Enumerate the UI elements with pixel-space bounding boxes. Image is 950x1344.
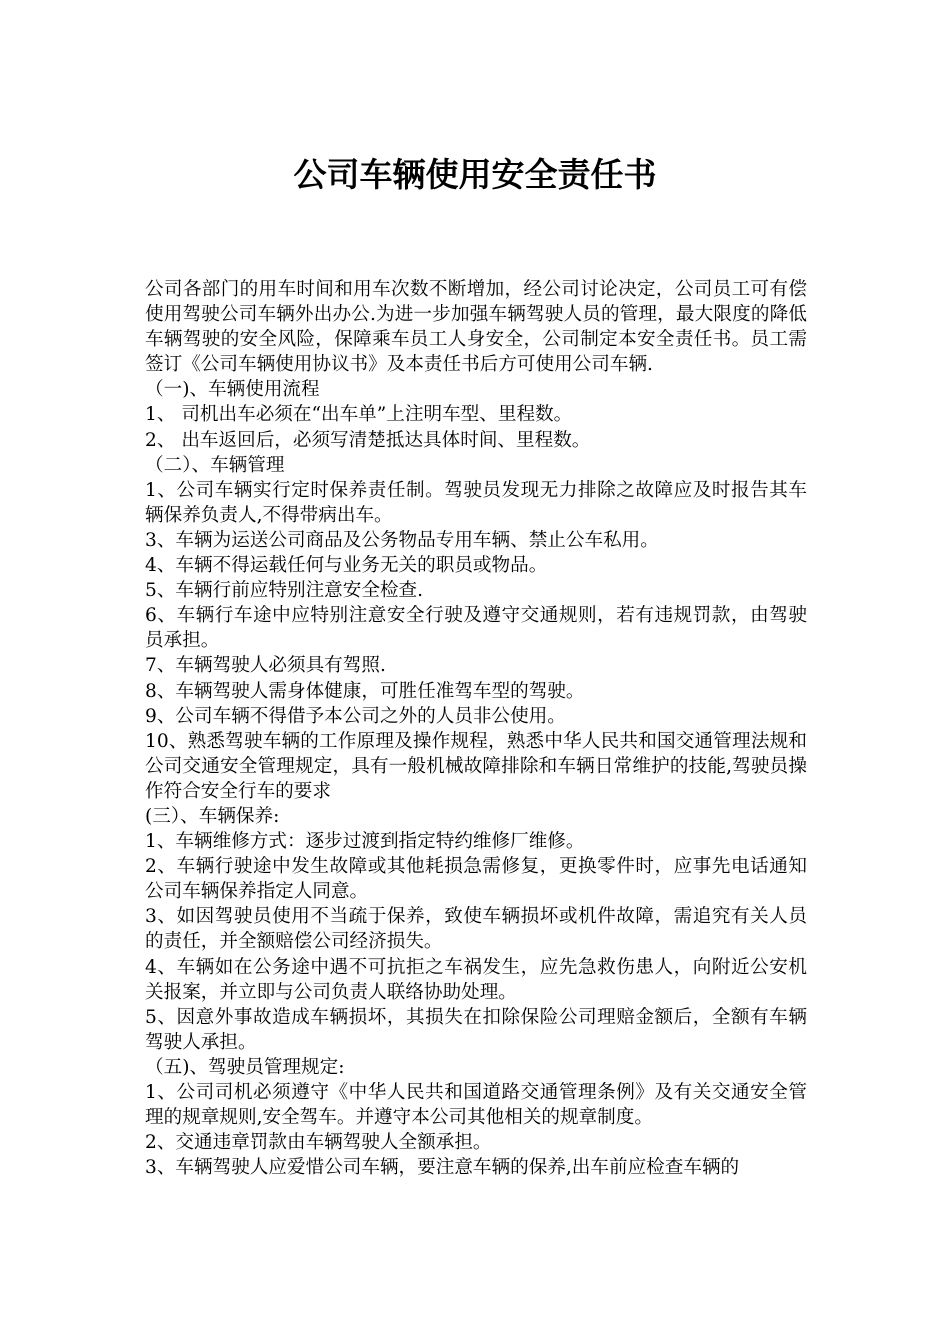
list-item: 1、公司车辆实行定时保养责任制。驾驶员发现无力排除之故障应及时报告其车辆保养负责人,不得带病出车。 xyxy=(145,479,807,526)
section-heading-driver-rules: （五)、驾驶员管理规定: xyxy=(145,1056,345,1078)
list-item: 2、 出车返回后，必须写清楚抵达具体时间、里程数。 xyxy=(145,429,591,451)
list-item: 3、车辆驾驶人应爱惜公司车辆，要注意车辆的保养,出车前应检查车辆的 xyxy=(145,1157,740,1179)
document-title: 公司车辆使用安全责任书 xyxy=(293,155,657,194)
list-item: 7、车辆驾驶人必须具有驾照. xyxy=(145,655,386,677)
section-heading-vehicle-maintenance: (三）、车辆保养: xyxy=(145,805,280,827)
list-item: 9、公司车辆不得借予本公司之外的人员非公使用。 xyxy=(145,705,566,727)
list-item: 10、熟悉驾驶车辆的工作原理及操作规程，熟悉中华人民共和国交通管理法规和公司交通安全管理规定，具有一般机械故障排除和车辆日常维护的技能,驾驶员操作符合安全行车的要求 xyxy=(145,730,807,802)
intro-paragraph: 公司各部门的用车时间和用车次数不断增加，经公司讨论决定，公司员工可有偿使用驾驶公司车辆外出办公.为进一步加强车辆驾驶人员的管理，最大限度的降低车辆驾驶的安全风险，保障乘车员工人身安全，公司制定本安全责任书。员工需签订《公司车辆使用协议书》及本责任书后方可使用公司车辆. xyxy=(145,279,807,376)
list-item: 4、车辆如在公务途中遇不可抗拒之车祸发生，应先急救伤患人，向附近公安机关报案，并立即与公司负责人联络协助处理。 xyxy=(145,956,807,1003)
list-item: 1、公司司机必须遵守《中华人民共和国道路交通管理条例》及有关交通安全管理的规章规则,安全驾车。并遵守本公司其他相关的规章制度。 xyxy=(145,1082,807,1129)
section-heading-vehicle-management: （二）、车辆管理 xyxy=(145,454,285,476)
list-item: 5、车辆行前应特别注意安全检查. xyxy=(145,580,424,602)
document-body xyxy=(145,277,807,1180)
list-item: 6、车辆行车途中应特别注意安全行驶及遵守交通规则，若有违规罚款，由驾驶员承担。 xyxy=(145,605,807,652)
list-item: 4、车辆不得运载任何与业务无关的职员或物品。 xyxy=(145,555,548,577)
list-item: 8、车辆驾驶人需身体健康，可胜任准驾车型的驾驶。 xyxy=(145,680,585,702)
list-item: 5、因意外事故造成车辆损坏，其损失在扣除保险公司理赔金额后，全额有车辆驾驶人承担。 xyxy=(145,1006,807,1053)
list-item: 3、车辆为运送公司商品及公务物品专用车辆、禁止公车私用。 xyxy=(145,529,659,551)
list-item: 2、车辆行驶途中发生故障或其他耗损急需修复，更换零件时，应事先电话通知公司车辆保养指定人同意。 xyxy=(145,856,807,903)
list-item: 2、交通违章罚款由车辆驾驶人全额承担。 xyxy=(145,1132,492,1154)
list-item: 3、如因驾驶员使用不当疏于保养，致使车辆损坏或机件故障，需追究有关人员的责任，并全额赔偿公司经济损失。 xyxy=(145,906,807,953)
list-item: 1、车辆维修方式：逐步过渡到指定特约维修厂维修。 xyxy=(145,831,585,853)
section-heading-usage-process: （一)、车辆使用流程 xyxy=(145,379,320,401)
list-item: 1、 司机出车必须在“出车单”上注明车型、里程数。 xyxy=(145,404,573,426)
